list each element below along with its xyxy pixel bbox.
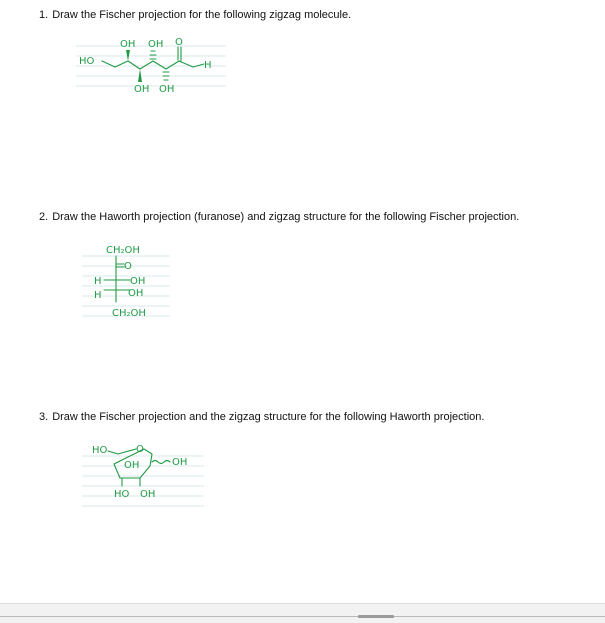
bottom-status-bar <box>0 603 605 623</box>
horizontal-scrollbar-track[interactable] <box>0 616 605 617</box>
question-3 <box>39 410 484 424</box>
label-oh-1: OH <box>130 276 146 287</box>
question-2-fischer-drawing <box>80 236 172 322</box>
label-oh-ring: OH <box>124 460 140 471</box>
label-ch2oh-top: CH₂OH <box>106 245 140 256</box>
question-3-number: 3. <box>39 411 49 423</box>
label-o: O <box>124 261 132 272</box>
label-h: H <box>204 60 212 71</box>
question-1-zigzag-drawing <box>76 34 228 98</box>
question-1-number: 1. <box>39 9 49 21</box>
label-oh-2: OH <box>128 288 144 299</box>
label-ho-bottom: HO <box>114 489 130 500</box>
question-2-text: Draw the Haworth projection (furanose) and zigzag structure for the following Fischer projection. <box>52 211 520 223</box>
label-oh-right: OH <box>172 457 188 468</box>
dash-bond-2 <box>163 72 169 80</box>
label-h-2: H <box>94 290 102 301</box>
zigzag-backbone <box>102 61 204 69</box>
question-1-text: Draw the Fischer projection for the following zigzag molecule. <box>52 9 352 21</box>
question-3-text: Draw the Fischer projection and the zigzag structure for the following Haworth projection. <box>52 411 485 423</box>
wedge-bond-2 <box>138 69 142 82</box>
label-oh-bottom-1: OH <box>134 84 150 95</box>
ch2oh-bond <box>108 451 118 454</box>
label-ch2oh-bottom: CH₂OH <box>112 308 146 319</box>
label-oh-bottom-2: OH <box>159 84 175 95</box>
question-2 <box>39 210 519 224</box>
wavy-bond <box>152 461 170 464</box>
label-oh-top-2: OH <box>148 39 164 50</box>
dash-bond-1 <box>150 51 156 59</box>
label-oh-bottom: OH <box>140 489 156 500</box>
question-1 <box>39 8 351 22</box>
horizontal-scrollbar-thumb[interactable] <box>358 615 394 618</box>
wedge-bond-1 <box>126 50 130 61</box>
question-2-number: 2. <box>39 211 49 223</box>
label-o-ring: O <box>136 444 144 455</box>
label-oh-top-1: OH <box>120 39 136 50</box>
label-o: O <box>175 37 183 48</box>
label-ho-top: HO <box>92 445 108 456</box>
label-h-1: H <box>94 276 102 287</box>
label-ho: HO <box>79 56 95 67</box>
question-3-haworth-drawing <box>80 436 206 510</box>
